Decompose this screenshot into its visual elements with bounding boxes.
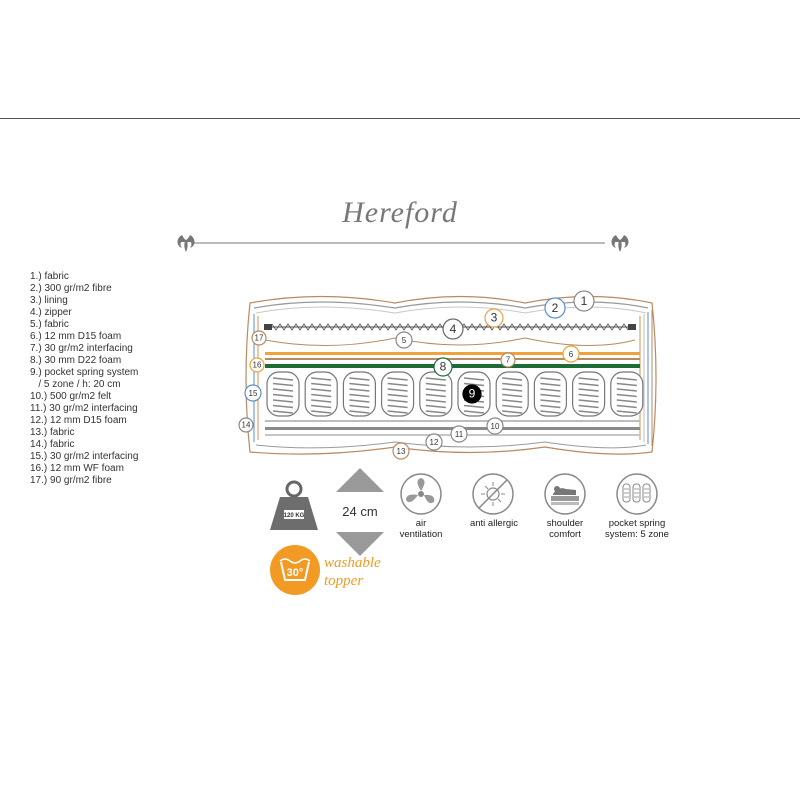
layer-item: 13.) fabric — [30, 427, 75, 438]
feature-pocket-spring-icon — [617, 474, 657, 514]
callout-number: 14 — [241, 420, 251, 430]
callout-number: 15 — [248, 389, 258, 399]
feature-label-pocket-spring: pocket spring system: 5 zone — [605, 518, 669, 540]
callout-number: 16 — [252, 360, 262, 370]
pocket-spring — [343, 372, 375, 416]
feature-label — [396, 518, 446, 540]
pocket-spring — [420, 372, 452, 416]
wash-temp: 30° — [286, 567, 304, 579]
callout-number: 9 — [468, 386, 476, 401]
layer-item: 3.) lining — [30, 295, 68, 306]
layer-item: 6.) 12 mm D15 foam — [30, 331, 122, 342]
feature-label — [540, 518, 590, 540]
feature-label-anti-allergic: anti allergic — [469, 518, 519, 529]
layer-item: 10.) 500 gr/m2 felt — [30, 391, 112, 402]
callout-number: 4 — [449, 321, 457, 336]
height-label: 24 cm — [342, 504, 378, 519]
layer-item: 8.) 30 mm D22 foam — [30, 355, 122, 366]
feature-fan-icon — [401, 474, 441, 514]
feature-label-air: air ventilation — [399, 518, 443, 540]
feature-label — [596, 518, 678, 540]
layer-item: / 5 zone / h: 20 cm — [30, 379, 121, 390]
callout-number: 1 — [580, 293, 588, 308]
pocket-spring-row — [267, 372, 643, 416]
layer-item: 5.) fabric — [30, 319, 69, 330]
callout-number: 13 — [396, 447, 406, 457]
washable-icon — [270, 545, 320, 595]
washable-text — [324, 554, 381, 590]
height-indicator — [336, 468, 384, 556]
callout-number: 5 — [401, 336, 407, 346]
pocket-spring — [573, 372, 605, 416]
layer-item: 4.) zipper — [30, 307, 72, 318]
callout-number: 11 — [454, 430, 464, 440]
feature-shoulder-icon — [545, 474, 585, 514]
pocket-spring — [305, 372, 337, 416]
layer-item: 12.) 12 mm D15 foam — [30, 415, 127, 426]
callout-number: 17 — [254, 333, 264, 343]
layer-item: 17.) 90 gr/m2 fibre — [30, 475, 112, 486]
callout-number: 8 — [439, 359, 447, 374]
feature-anti-allergic-icon — [473, 474, 513, 514]
washable-line1: washable — [324, 555, 381, 571]
layer-item: 2.) 300 gr/m2 fibre — [30, 283, 112, 294]
feature-label-shoulder: shoulder comfort — [546, 518, 584, 540]
interfacing-band — [265, 358, 640, 360]
callout-number: 2 — [551, 300, 559, 315]
layer-item: 16.) 12 mm WF foam — [30, 463, 124, 474]
weight-badge-text: 120 KG — [283, 513, 305, 519]
fleur-de-lis-left-icon — [178, 235, 195, 252]
feature-label — [463, 518, 525, 529]
foam-d15-band — [265, 352, 640, 355]
pocket-spring — [496, 372, 528, 416]
callout-number: 6 — [568, 350, 574, 360]
callout-number: 10 — [490, 422, 500, 432]
pocket-spring — [267, 372, 299, 416]
washable-line2: topper — [324, 573, 364, 589]
callout-number: 3 — [490, 310, 498, 325]
pocket-spring — [382, 372, 414, 416]
weight-icon — [270, 482, 318, 530]
callout-number: 12 — [429, 438, 439, 448]
fleur-de-lis-right-icon — [612, 235, 629, 252]
layer-item: 15.) 30 gr/m2 interfacing — [30, 451, 139, 462]
callout-number: 7 — [505, 355, 511, 365]
felt-band — [265, 420, 640, 422]
layer-item: 9.) pocket spring system — [30, 367, 139, 378]
layer-item: 11.) 30 gr/m2 interfacing — [30, 403, 138, 414]
layer-item: 14.) fabric — [30, 439, 75, 450]
layer-item: 7.) 30 gr/m2 interfacing — [30, 343, 133, 354]
pocket-spring — [534, 372, 566, 416]
layer-item: 1.) fabric — [30, 271, 69, 282]
pocket-spring — [611, 372, 643, 416]
product-title: Hereford — [342, 196, 458, 229]
